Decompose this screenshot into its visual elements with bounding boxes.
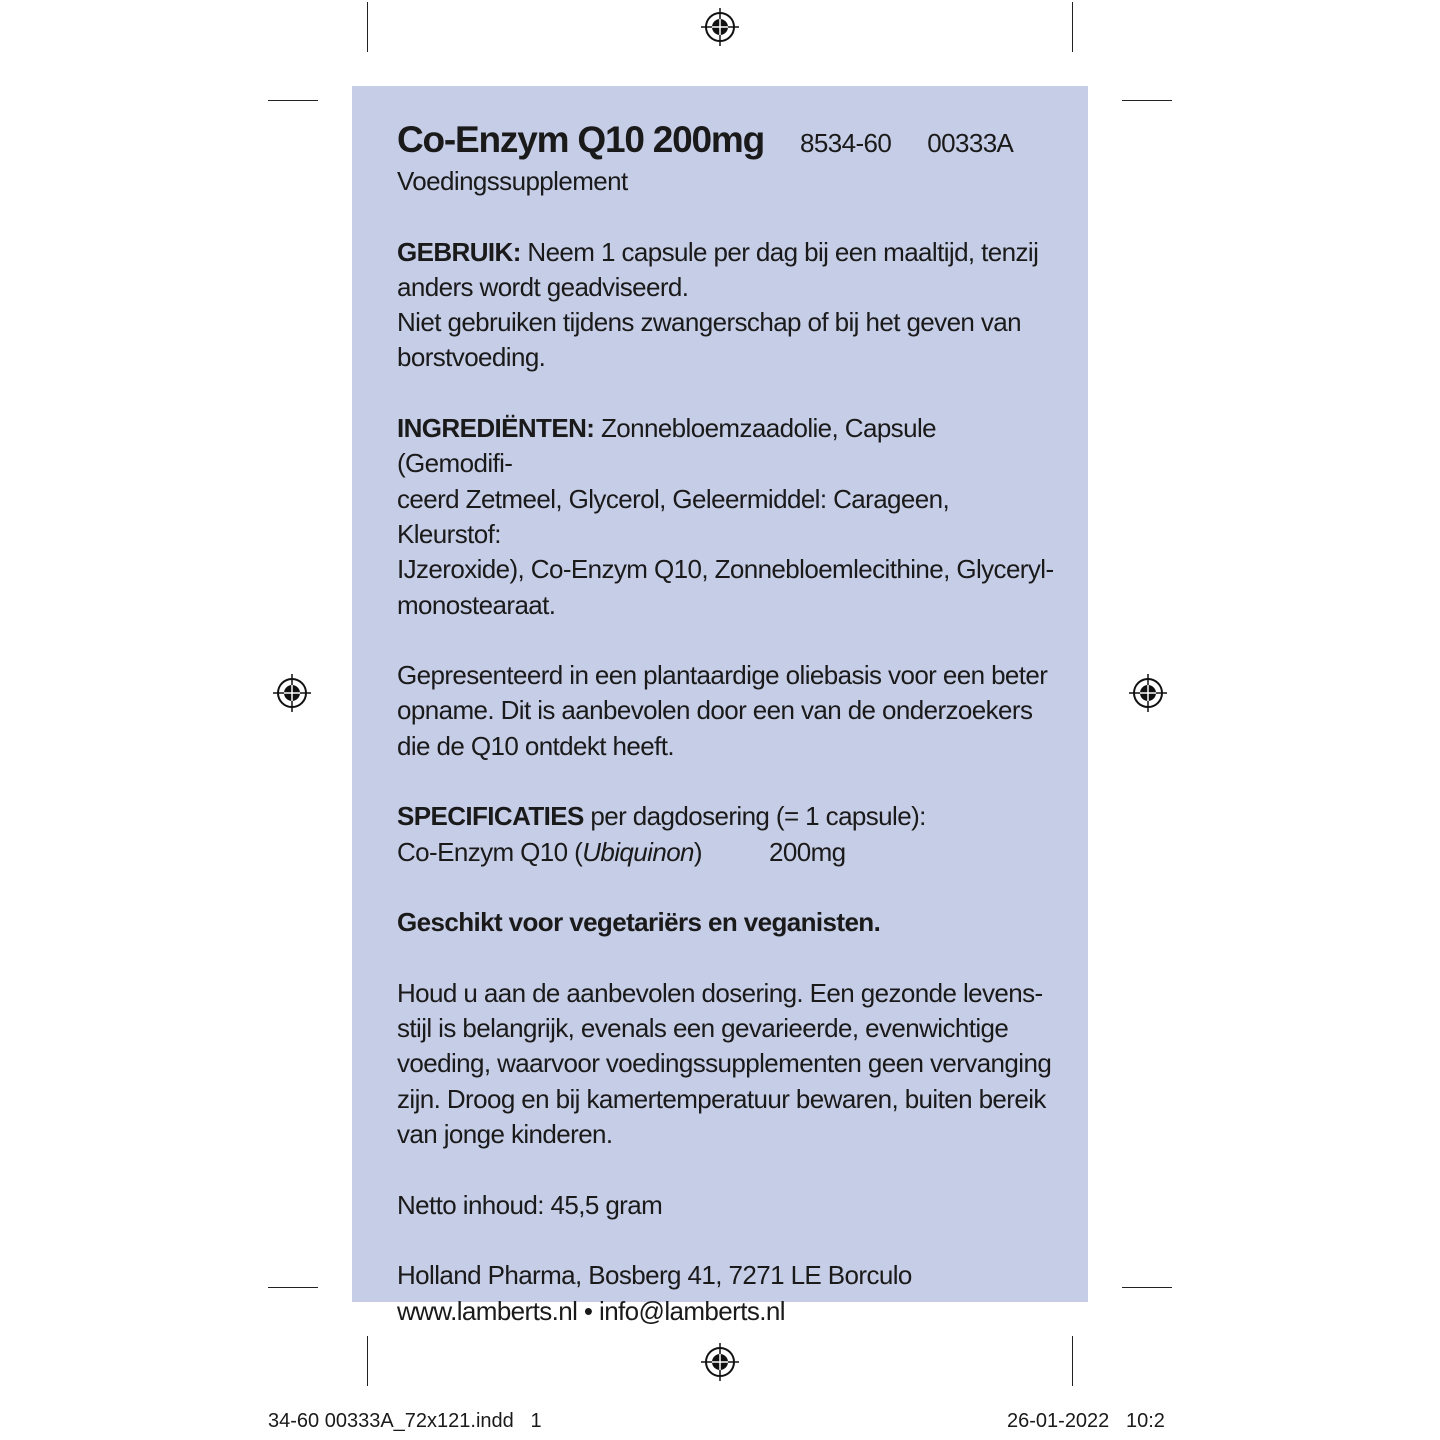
ingredients-line: ceerd Zetmeel, Glycerol, Geleermiddel: Carageen, Kleurstof: (397, 483, 950, 549)
crop-mark-top-left (367, 2, 368, 52)
registration-mark-icon (271, 672, 313, 714)
registration-mark-icon (699, 1341, 741, 1383)
print-datetime: 26-01-2022 10:2 (1007, 1410, 1165, 1432)
advice-line: stijl is belangrijk, evenals een gevarieerde, evenwichtige (397, 1013, 1009, 1044)
ingredients-heading: INGREDIËNTEN: (397, 413, 595, 444)
title-row (397, 119, 1057, 164)
registration-mark-icon (699, 6, 741, 48)
suitability-note: Geschikt voor vegetariërs en veganisten. (397, 907, 881, 938)
product-title: Co-Enzym Q10 200mg (397, 119, 765, 160)
crop-mark-bottom-right (1072, 1336, 1073, 1386)
specifications-section (397, 799, 1057, 834)
net-content: Netto inhoud: 45,5 gram (397, 1189, 663, 1220)
ingredients-line: monostearaat. (397, 589, 556, 620)
registration-mark-icon (1127, 672, 1169, 714)
batch-code: 00333A (927, 128, 1014, 158)
crop-mark-right-top (1122, 100, 1172, 101)
usage-text: Neem 1 capsule per dag bij een maaltijd, tenzij (520, 236, 1039, 267)
crop-mark-top-right (1072, 2, 1073, 52)
specification-amount: 200mg (769, 836, 846, 867)
specification-name: Co-Enzym Q10 (Ubiquinon) (397, 836, 702, 867)
crop-mark-bottom-left (367, 1336, 368, 1386)
ingredients-text: Zonnebloemzaadolie, Capsule (Gemodifi- (397, 413, 936, 479)
usage-line: Niet gebruiken tijdens zwangerschap of bij het geven van (397, 307, 1022, 338)
crop-mark-left-bottom (268, 1287, 318, 1288)
usage-heading: GEBRUIK: (397, 236, 521, 267)
usage-section (397, 235, 1057, 270)
address-line: Holland Pharma, Bosberg 41, 7271 LE Borculo (397, 1260, 912, 1291)
presentation-line: Gepresenteerd in een plantaardige oliebasis voor een beter (397, 660, 1048, 691)
specifications-text: per dagdosering (= 1 capsule): (583, 801, 926, 832)
product-label (352, 86, 1088, 1326)
usage-line: borstvoeding. (397, 342, 546, 373)
print-file-info: 34-60 00333A_72x121.indd 1 (268, 1410, 542, 1432)
specifications-heading: SPECIFICATIES (397, 801, 584, 832)
ingredients-line: IJzeroxide), Co-Enzym Q10, Zonnebloemlecithine, Glyceryl- (397, 554, 1054, 585)
advice-line: voeding, waarvoor voedingssupplementen geen vervanging (397, 1048, 1052, 1079)
product-code: 8534-60 (800, 128, 892, 158)
label-content (397, 119, 1057, 1329)
ingredients-section (397, 411, 1057, 482)
specification-row (397, 835, 1057, 870)
advice-line: Houd u aan de aanbevolen dosering. Een gezonde levens- (397, 977, 1043, 1008)
crop-mark-left-top (268, 100, 318, 101)
presentation-line: opname. Dit is aanbevolen door een van de onderzoekers (397, 695, 1033, 726)
usage-line: anders wordt geadviseerd. (397, 271, 689, 302)
contact-line: www.lamberts.nl • info@lamberts.nl (397, 1295, 785, 1326)
presentation-line: die de Q10 ontdekt heeft. (397, 730, 674, 761)
crop-mark-right-bottom (1122, 1287, 1172, 1288)
advice-line: van jonge kinderen. (397, 1119, 613, 1150)
product-subtitle: Voedingssupplement (397, 166, 628, 196)
advice-line: zijn. Droog en bij kamertemperatuur bewaren, buiten bereik (397, 1083, 1046, 1114)
